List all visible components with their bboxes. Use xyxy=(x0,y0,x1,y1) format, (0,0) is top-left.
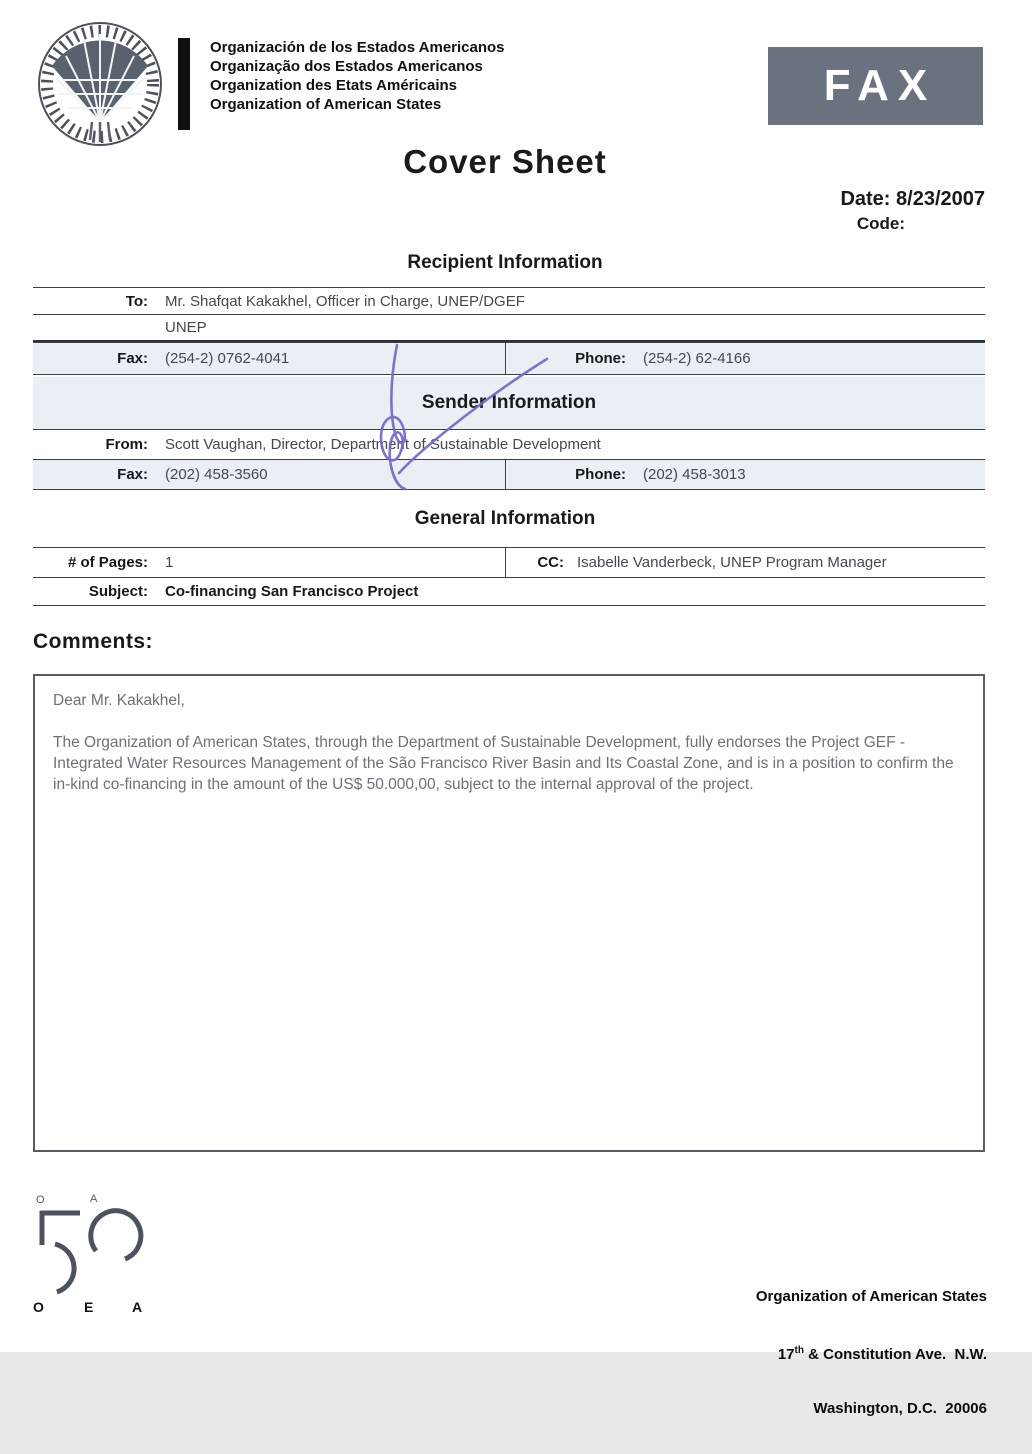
header-divider-bar xyxy=(178,38,190,130)
footer-address xyxy=(756,1252,987,1454)
to-value: Mr. Shafqat Kakakhel, Officer in Charge, UNEP/DGEF xyxy=(165,292,525,310)
pages-cell xyxy=(33,548,505,577)
general-section-heading: General Information xyxy=(414,508,596,529)
comments-body: The Organization of American States, through the Department of Sustainable Development, fully endorses the Project GEF - Integrated Water Resources Management of the São Francisco River Basin and Its Coastal Zone, and is in a position to confirm the in-kind co-financing in the amount of the US$ 50.000,00, subject to the internal approval of the project. xyxy=(53,734,954,793)
address-street-number: 17 xyxy=(777,1346,795,1363)
table-row xyxy=(33,547,985,577)
oas-seal-icon xyxy=(28,18,186,155)
address-line-3: Washington, D.C. 20006 xyxy=(813,1400,987,1417)
subject-label: Subject: xyxy=(88,583,148,600)
address-line-2 xyxy=(756,1342,987,1364)
recipient-phone-cell xyxy=(505,343,985,374)
phone-label: Phone: xyxy=(575,350,626,367)
to-label: To: xyxy=(125,292,148,310)
org-name-fr: Organization des Etats Américains xyxy=(210,77,458,94)
date-block xyxy=(840,188,985,234)
sender-section-heading: Sender Information xyxy=(33,377,985,430)
org-name-es: Organización de los Estados Americanos xyxy=(210,39,505,56)
fax-label: Fax: xyxy=(117,466,148,483)
table-row xyxy=(33,577,985,606)
cc-cell xyxy=(505,548,985,577)
table-row xyxy=(33,314,985,342)
recipient-fax-cell xyxy=(33,343,505,374)
logo-letter-e-bottom: E xyxy=(84,1299,94,1315)
cc-value: Isabelle Vanderbeck, UNEP Program Manager xyxy=(577,554,887,571)
logo-letter-a-bottom: A xyxy=(132,1299,143,1315)
address-street-rest: & Constitution Ave. N.W. xyxy=(803,1346,987,1363)
general-table xyxy=(33,547,985,606)
org-name-pt: Organização dos Estados Americanos xyxy=(210,58,483,75)
comments-heading: Comments: xyxy=(33,630,154,653)
comments-salutation: Dear Mr. Kakakhel, xyxy=(53,692,185,709)
pages-value: 1 xyxy=(165,554,174,571)
logo-letter-o-top: O xyxy=(36,1194,45,1206)
logo-letter-a-top: A xyxy=(90,1193,98,1205)
phone-value: (254-2) 62-4166 xyxy=(643,350,751,367)
sender-table xyxy=(33,430,985,490)
table-row xyxy=(33,287,985,314)
subject-value: Co-financing San Francisco Project xyxy=(165,583,419,600)
organization-names xyxy=(210,38,505,114)
date-line xyxy=(840,188,985,211)
page-title: Cover Sheet xyxy=(403,143,607,180)
recipient-section-heading: Recipient Information xyxy=(407,252,603,273)
table-row xyxy=(33,430,985,459)
sender-fax-cell xyxy=(33,460,505,489)
sender-phone-cell xyxy=(505,460,985,489)
date-label: Date: xyxy=(840,188,891,210)
address-line-1: Organization of American States xyxy=(755,1288,987,1305)
date-value: 8/23/2007 xyxy=(896,188,985,210)
recipient-table xyxy=(33,287,985,375)
cc-label: CC: xyxy=(537,554,564,571)
table-row xyxy=(33,342,985,375)
org-name-en: Organization of American States xyxy=(210,96,442,113)
from-value: Scott Vaughan, Director, Department of Sustainable Development xyxy=(165,436,601,453)
fax-stamp: FAX xyxy=(768,47,983,125)
fax-value: (254-2) 0762-4041 xyxy=(165,350,290,367)
phone-value: (202) 458-3013 xyxy=(643,466,746,483)
fax-value: (202) 458-3560 xyxy=(165,466,268,483)
fax-label: Fax: xyxy=(117,350,148,367)
to-value-line2: UNEP xyxy=(165,319,207,336)
address-ordinal-suffix: th xyxy=(794,1345,804,1356)
oas-50th-logo xyxy=(28,1185,160,1326)
pages-label: # of Pages: xyxy=(67,554,148,571)
table-row xyxy=(33,459,985,490)
comments-box xyxy=(33,674,985,1152)
logo-letter-o-bottom: O xyxy=(33,1299,44,1315)
phone-label: Phone: xyxy=(575,466,626,483)
code-label: Code: xyxy=(856,214,905,233)
from-label: From: xyxy=(105,436,148,453)
